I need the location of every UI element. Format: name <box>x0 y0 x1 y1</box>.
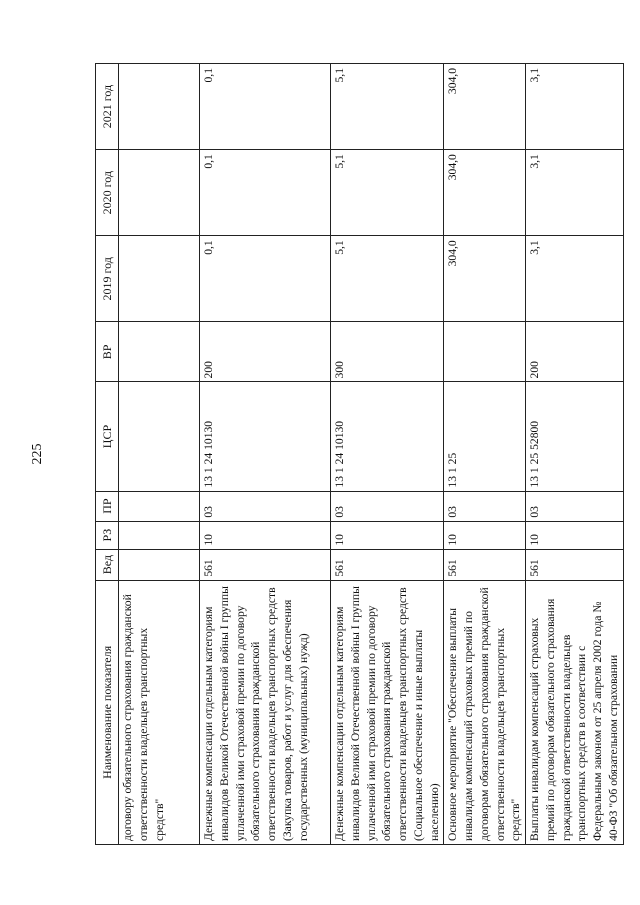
cell-name: Основное мероприятие "Обеспечение выплаты инвалидам компенсаций страховых премий по договорам обязательного страхования гражданской ответственности владельцев транспортных средств" <box>444 580 526 844</box>
cell-2020: 5,1 <box>331 150 444 236</box>
cell-pr: 03 <box>444 491 526 521</box>
header-pr: ПР <box>96 491 119 521</box>
cell-ved: 561 <box>526 549 624 580</box>
cell-2021: 5,1 <box>331 64 444 150</box>
table-header-row <box>96 64 119 845</box>
cell-2019: 0,1 <box>200 236 331 322</box>
table-row <box>200 64 331 845</box>
cell-2020: 304,0 <box>444 150 526 236</box>
cell-ved: 561 <box>331 549 444 580</box>
cell-rz: 10 <box>444 521 526 549</box>
page-number: 225 <box>30 443 45 465</box>
header-vr: ВР <box>96 322 119 382</box>
cell-name: договору обязательного страхования гражданской ответственности владельцев транспортных средств" <box>119 580 200 844</box>
rotated-table-container <box>95 63 621 845</box>
cell-rz: 10 <box>526 521 624 549</box>
cell-rz <box>119 521 200 549</box>
header-2021: 2021 год <box>96 64 119 150</box>
header-ved: Вед <box>96 549 119 580</box>
cell-2019: 5,1 <box>331 236 444 322</box>
cell-vr: 200 <box>526 322 624 382</box>
cell-pr: 03 <box>331 491 444 521</box>
table-row <box>119 64 200 845</box>
cell-2019: 3,1 <box>526 236 624 322</box>
cell-vr: 300 <box>331 322 444 382</box>
cell-name: Денежные компенсации отдельным категориям инвалидов Великой Отечественной войны I группы уплаченной ими страховой премии по договору обязательного страхования гражданской ответственности владельцев транспортных средств (Социальное обеспечение и иные выплаты населению) <box>331 580 444 844</box>
table-row <box>444 64 526 845</box>
cell-2020: 0,1 <box>200 150 331 236</box>
cell-2021 <box>119 64 200 150</box>
cell-2021: 304,0 <box>444 64 526 150</box>
cell-2021: 3,1 <box>526 64 624 150</box>
header-name: Наименование показателя <box>96 580 119 844</box>
header-2019: 2019 год <box>96 236 119 322</box>
header-2020: 2020 год <box>96 150 119 236</box>
cell-name: Денежные компенсации отдельным категориям инвалидов Великой Отечественной войны I группы уплаченной ими страховой премии по договору обязательного страхования гражданской ответственности владельцев транспортных средств (Закупка товаров, работ и услуг для обеспечения государственных (муниципальных) нужд) <box>200 580 331 844</box>
cell-vr: 200 <box>200 322 331 382</box>
cell-2021: 0,1 <box>200 64 331 150</box>
cell-pr: 03 <box>200 491 331 521</box>
cell-vr <box>444 322 526 382</box>
cell-2020 <box>119 150 200 236</box>
cell-csr: 13 1 24 10130 <box>200 382 331 491</box>
cell-2019: 304,0 <box>444 236 526 322</box>
cell-csr: 13 1 24 10130 <box>331 382 444 491</box>
cell-rz: 10 <box>200 521 331 549</box>
cell-ved: 561 <box>444 549 526 580</box>
cell-csr <box>119 382 200 491</box>
cell-rz: 10 <box>331 521 444 549</box>
cell-csr: 13 1 25 52800 <box>526 382 624 491</box>
table-row <box>331 64 444 845</box>
table-row <box>526 64 624 845</box>
cell-pr <box>119 491 200 521</box>
cell-name: Выплаты инвалидам компенсаций страховых премий по договорам обязательного страхования гражданской ответственности владельцев транспортных средств в соответствии с Федеральным законом от 25 апреля 2002 года № 40-ФЗ "Об обязательном страховании <box>526 580 624 844</box>
cell-ved: 561 <box>200 549 331 580</box>
header-rz: РЗ <box>96 521 119 549</box>
cell-2020: 3,1 <box>526 150 624 236</box>
budget-table <box>95 63 624 845</box>
cell-csr: 13 1 25 <box>444 382 526 491</box>
cell-pr: 03 <box>526 491 624 521</box>
cell-2019 <box>119 236 200 322</box>
cell-ved <box>119 549 200 580</box>
cell-vr <box>119 322 200 382</box>
header-csr: ЦСР <box>96 382 119 491</box>
